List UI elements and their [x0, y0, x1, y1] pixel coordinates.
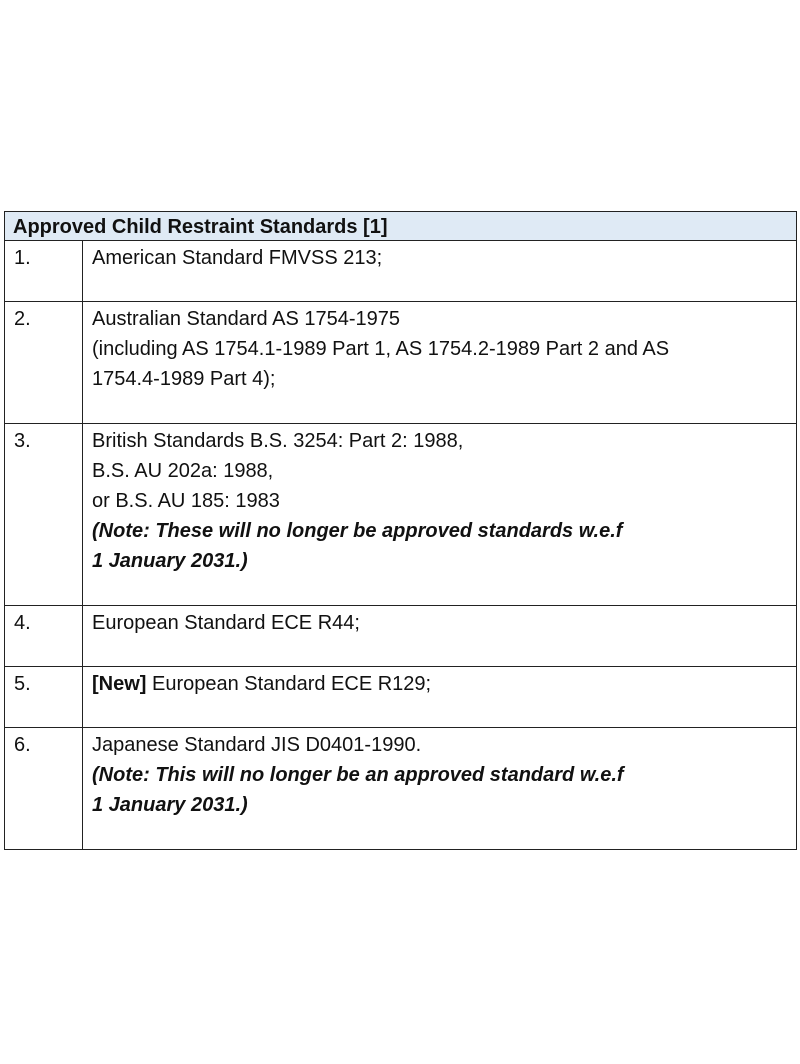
approved-standards-table — [4, 211, 797, 850]
table-header-row — [5, 212, 797, 241]
row-text — [83, 667, 797, 728]
row-number: 2. — [5, 302, 83, 424]
standard-line: American Standard FMVSS 213; — [92, 247, 383, 269]
standard-line: Japanese Standard JIS D0401-1990. — [92, 734, 422, 756]
standard-line — [92, 669, 788, 699]
table-title: Approved Child Restraint Standards [1] — [5, 212, 797, 241]
table-row — [5, 424, 797, 606]
standard-line: British Standards B.S. 3254: Part 2: 1988, — [92, 430, 464, 452]
standard-line: (including AS 1754.1-1989 Part 1, AS 1754.2-1989 Part 2 and AS — [92, 338, 670, 360]
table-row — [5, 241, 797, 302]
row-text — [83, 302, 797, 424]
table-row — [5, 667, 797, 728]
standard-line: or B.S. AU 185: 1983 — [92, 490, 280, 512]
new-tag: [New] — [92, 673, 147, 695]
row-number: 6. — [5, 728, 83, 850]
row-text — [83, 424, 797, 606]
row-number: 3. — [5, 424, 83, 606]
row-text — [83, 728, 797, 850]
table-row — [5, 728, 797, 850]
standard-line: Australian Standard AS 1754-1975 — [92, 308, 400, 330]
standard-line: European Standard ECE R44; — [92, 612, 360, 634]
standard-line: B.S. AU 202a: 1988, — [92, 460, 274, 482]
table-row — [5, 606, 797, 667]
standard-line: 1754.4-1989 Part 4); — [92, 368, 276, 390]
standard-name: European Standard ECE R129; — [146, 673, 432, 695]
expiry-note: 1 January 2031.) — [92, 794, 248, 816]
row-text — [83, 241, 797, 302]
row-number: 5. — [5, 667, 83, 728]
table-row — [5, 302, 797, 424]
expiry-note: (Note: These will no longer be approved standards w.e.f — [92, 520, 623, 542]
row-number: 1. — [5, 241, 83, 302]
expiry-note: 1 January 2031.) — [92, 550, 248, 572]
row-text — [83, 606, 797, 667]
row-number: 4. — [5, 606, 83, 667]
expiry-note: (Note: This will no longer be an approved standard w.e.f — [92, 764, 624, 786]
